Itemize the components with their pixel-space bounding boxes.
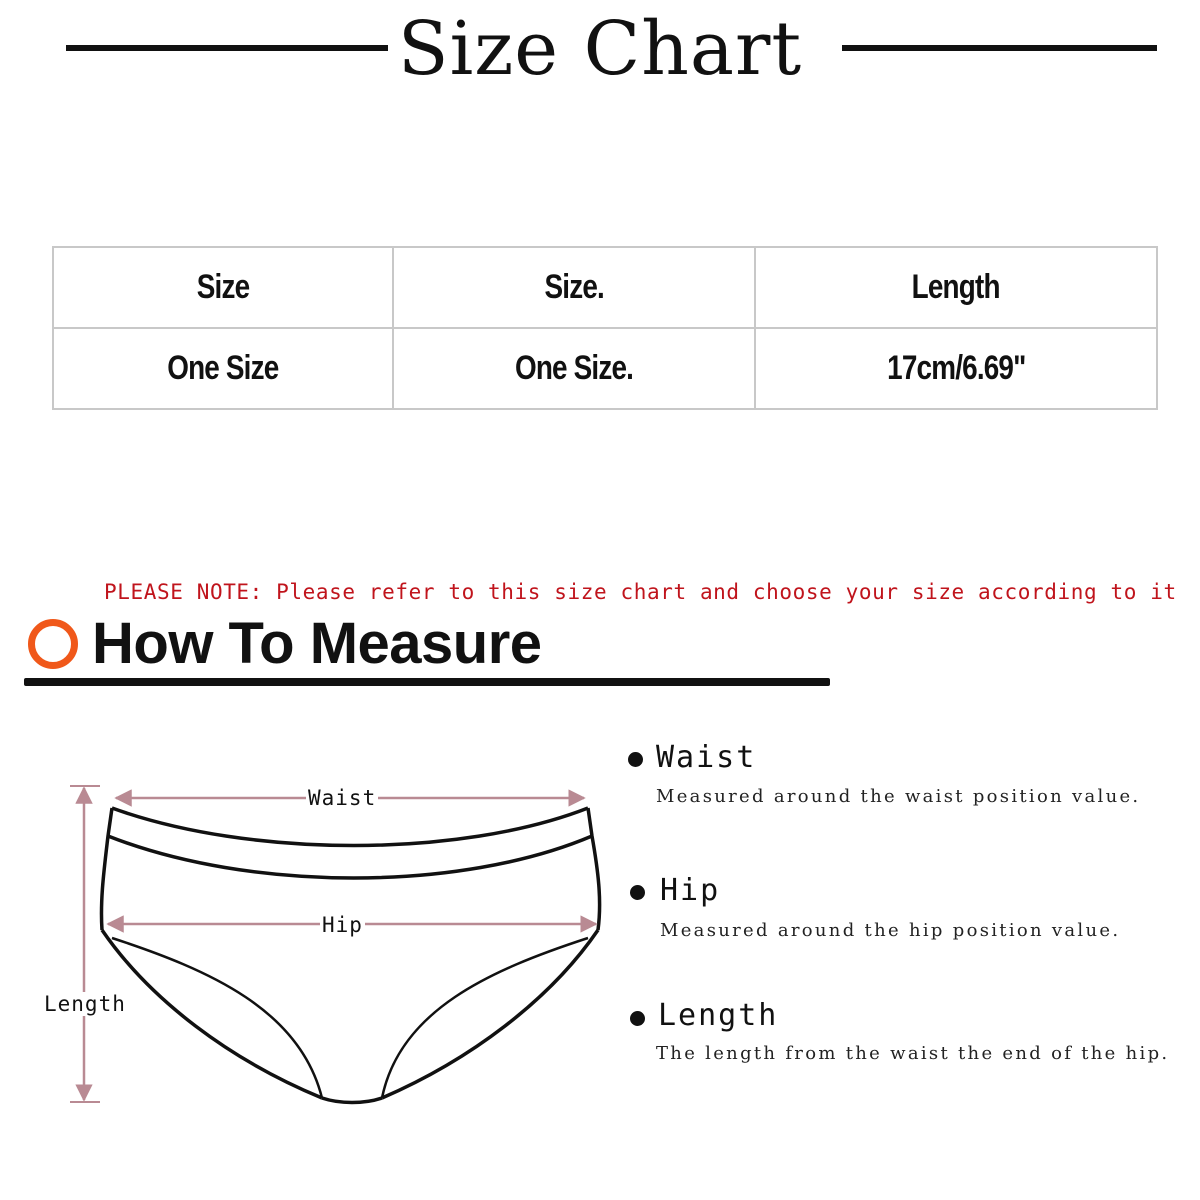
page-title: Size Chart [397,6,803,92]
table-header-cell: Size. [393,247,755,328]
how-to-measure-rule [24,678,830,686]
left-leg-inner [112,938,322,1098]
circle-bullet-icon [28,619,78,669]
hip-bullet-icon [630,885,645,900]
length-bullet-icon [630,1011,645,1026]
length-label: Length [44,992,126,1016]
hip-description: Measured around the hip position value. [660,920,1121,941]
table-cell: 17cm/6.69" [755,328,1157,409]
length-description: The length from the waist the end of the hip. [656,1043,1170,1064]
right-leg-inner [382,938,588,1098]
briefs-diagram [30,760,620,1120]
table-cell: One Size [53,328,393,409]
table-header-row [53,247,1157,328]
size-table [52,246,1158,410]
waistband-bottom-line [108,836,592,878]
waist-label: Waist [308,786,377,810]
left-leg-outer [102,930,322,1098]
table-header-cell: Length [755,247,1157,328]
length-heading: Length [658,998,779,1033]
table-cell: One Size. [393,328,755,409]
table-row [53,328,1157,409]
how-to-measure-title: How To Measure [92,611,542,676]
right-side-line [588,808,600,930]
gusset-bottom [322,1098,382,1103]
waistband-top-line [112,808,588,846]
waist-description: Measured around the waist position value. [656,786,1141,807]
table-header-cell: Size [53,247,393,328]
left-side-line [101,808,112,930]
right-leg-outer [382,930,598,1098]
hip-label: Hip [322,913,363,937]
waist-bullet-icon [628,752,643,767]
hip-heading: Hip [660,873,721,908]
waist-heading: Waist [656,740,757,775]
size-note: PLEASE NOTE: Please refer to this size chart and choose your size according to it [104,580,1177,604]
